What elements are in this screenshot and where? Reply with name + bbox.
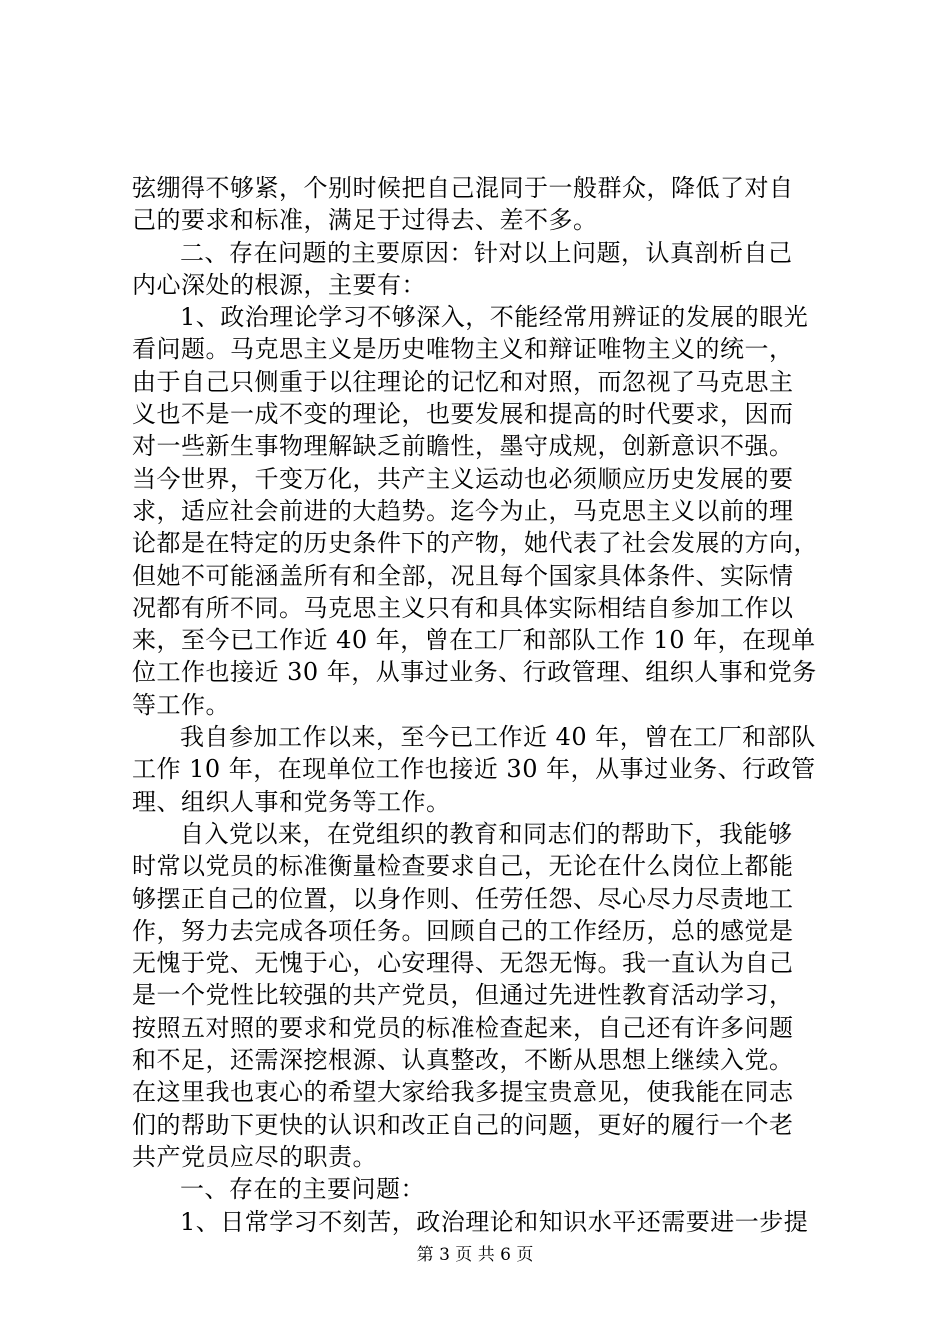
text-line: 己的要求和标准，满足于过得去、差不多。 (132, 206, 598, 235)
text-line: 来，至今已工作近 40 年，曾在工厂和部队工作 10 年，在现单 (132, 626, 816, 655)
text-line: 我自参加工作以来，至今已工作近 40 年，曾在工厂和部队 (180, 723, 816, 752)
text-line: 工作 10 年，在现单位工作也接近 30 年，从事过业务、行政管 (132, 755, 816, 784)
text-line: 当今世界，千变万化，共产主义运动也必须顺应历史发展的要 (132, 464, 794, 493)
text-line: 看问题。马克思主义是历史唯物主义和辩证唯物主义的统一， (132, 335, 794, 364)
text-line: 在这里我也衷心的希望大家给我多提宝贵意见，使我能在同志 (132, 1078, 794, 1107)
page-footer: 第 3 页 共 6 页 (416, 1245, 534, 1265)
text-line: 时常以党员的标准衡量检查要求自己，无论在什么岗位上都能 (132, 852, 794, 881)
text-line: 按照五对照的要求和党员的标准检查起来，自己还有许多问题 (132, 1013, 794, 1042)
text-line: 共产党员应尽的职责。 (132, 1142, 377, 1171)
text-line: 无愧于党、无愧于心，心安理得、无怨无悔。我一直认为自己 (132, 949, 794, 978)
text-line: 况都有所不同。马克思主义只有和具体实际相结自参加工作以 (132, 593, 794, 622)
text-line: 一、存在的主要问题： (180, 1175, 425, 1204)
text-line: 义也不是一成不变的理论，也要发展和提高的时代要求，因而 (132, 400, 794, 429)
text-line: 作，努力去完成各项任务。回顾自己的工作经历，总的感觉是 (132, 916, 794, 945)
document-body (132, 172, 844, 1238)
text-line: 们的帮助下更快的认识和改正自己的问题，更好的履行一个老 (132, 1110, 794, 1139)
text-line: 1、日常学习不刻苦，政治理论和知识水平还需要进一步提 (180, 1207, 809, 1236)
text-line: 内心深处的根源，主要有： (132, 270, 426, 299)
text-line: 等工作。 (132, 690, 230, 719)
text-line: 是一个党性比较强的共产党员，但通过先进性教育活动学习， (132, 981, 794, 1010)
text-line: 但她不可能涵盖所有和全部，况且每个国家具体条件、实际情 (132, 561, 794, 590)
text-line: 自入党以来，在党组织的教育和同志们的帮助下，我能够 (180, 819, 793, 848)
text-line: 弦绷得不够紧，个别时候把自己混同于一般群众，降低了对自 (132, 174, 794, 202)
text-line: 1、政治理论学习不够深入，不能经常用辨证的发展的眼光 (180, 303, 809, 332)
text-line: 求，适应社会前进的大趋势。迄今为止，马克思主义以前的理 (132, 496, 794, 525)
text-line: 和不足，还需深挖根源、认真整改，不断从思想上继续入党。 (132, 1046, 794, 1075)
text-line: 对一些新生事物理解缺乏前瞻性，墨守成规，创新意识不强。 (132, 432, 794, 461)
text-line: 论都是在特定的历史条件下的产物，她代表了社会发展的方向， (132, 529, 818, 558)
text-line: 理、组织人事和党务等工作。 (132, 787, 451, 816)
text-line: 够摆正自己的位置，以身作则、任劳任怨、尽心尽力尽责地工 (132, 884, 794, 913)
text-line: 位工作也接近 30 年，从事过业务、行政管理、组织人事和党务 (132, 658, 817, 687)
text-line: 由于自己只侧重于以往理论的记忆和对照，而忽视了马克思主 (132, 367, 794, 396)
text-line: 二、存在问题的主要原因：针对以上问题，认真剖析自己 (180, 238, 793, 267)
